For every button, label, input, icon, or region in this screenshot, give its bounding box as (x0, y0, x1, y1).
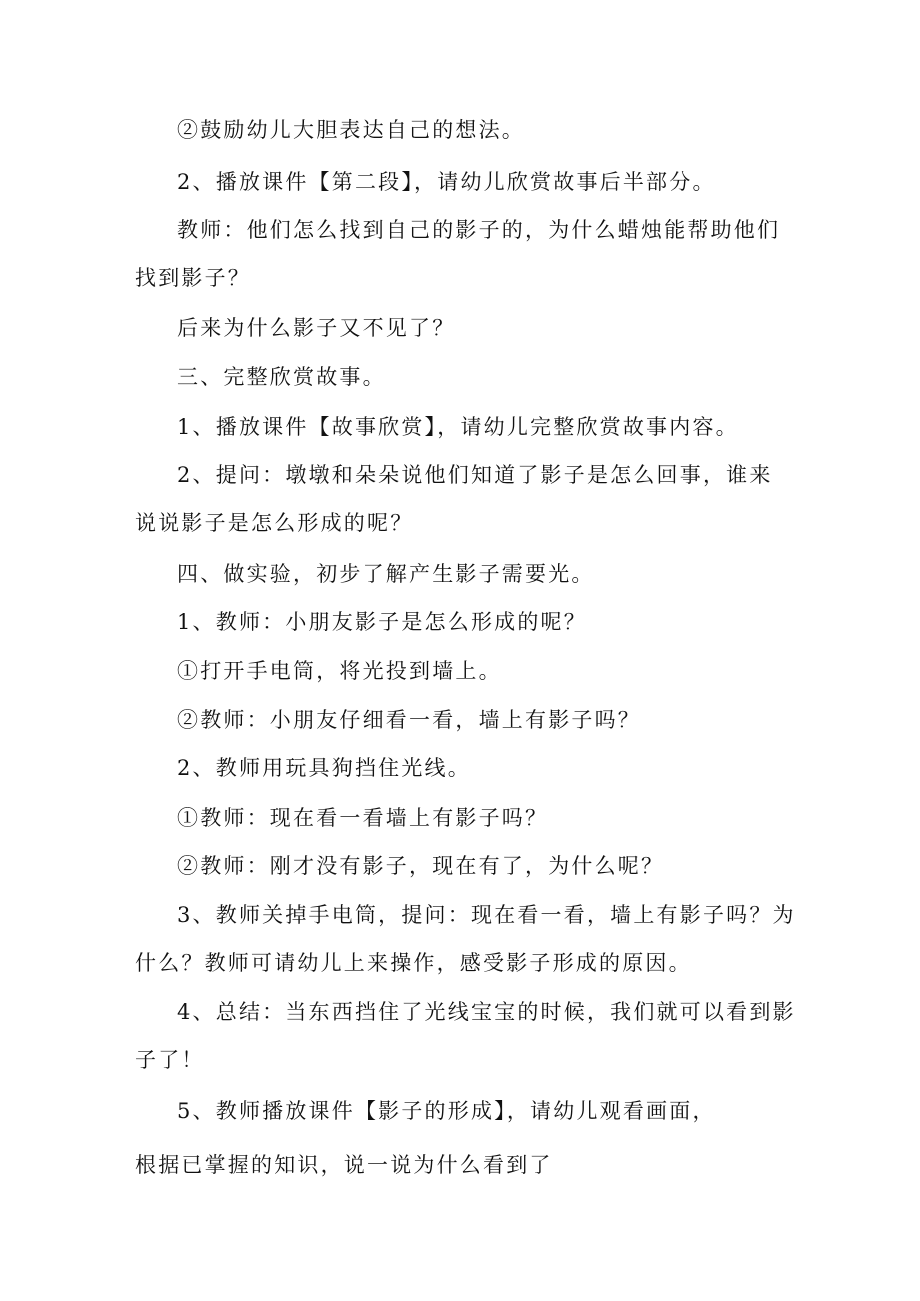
text-line: 3、教师关掉手电筒，提问：现在看一看，墙上有影子吗？为 (177, 903, 796, 927)
text-line: 教师：他们怎么找到自己的影子的，为什么蜡烛能帮助他们 (177, 218, 781, 242)
text-line: ①教师：现在看一看墙上有影子吗？ (177, 806, 549, 830)
text-line: 1、播放课件【故事欣赏】，请幼儿完整欣赏故事内容。 (177, 415, 739, 439)
text-line: 5、教师播放课件【影子的形成】，请幼儿观看画面， (177, 1099, 716, 1123)
text-line: ②鼓励幼儿大胆表达自己的想法。 (177, 118, 525, 142)
text-line: 2、播放课件【第二段】，请幼儿欣赏故事后半部分。 (177, 170, 716, 194)
text-line: 1、教师：小朋友影子是怎么形成的呢？ (177, 610, 587, 634)
text-line: 2、提问：墩墩和朵朵说他们知道了影子是怎么回事，谁来 (177, 463, 773, 487)
text-line: ①打开手电筒，将光投到墙上。 (177, 659, 502, 683)
text-line: 2、教师用玩具狗挡住光线。 (177, 756, 471, 780)
text-line: 说说影子是怎么形成的呢？ (135, 511, 414, 535)
text-line: ②教师：小朋友仔细看一看，墙上有影子吗？ (177, 708, 641, 732)
text-line: ②教师：刚才没有影子，现在有了，为什么呢？ (177, 854, 665, 878)
text-line: 子了！ (135, 1048, 205, 1072)
text-line: 什么？教师可请幼儿上来操作，感受影子形成的原因。 (135, 951, 692, 975)
section-heading: 四、做实验，初步了解产生影子需要光。 (177, 562, 595, 586)
text-line: 4、总结：当东西挡住了光线宝宝的时候，我们就可以看到影 (177, 1000, 796, 1024)
text-line: 后来为什么影子又不见了？ (177, 316, 456, 340)
section-heading: 三、完整欣赏故事。 (177, 365, 386, 389)
text-line: 找到影子？ (135, 266, 251, 290)
text-line: 根据已掌握的知识，说一说为什么看到了 (135, 1153, 553, 1177)
